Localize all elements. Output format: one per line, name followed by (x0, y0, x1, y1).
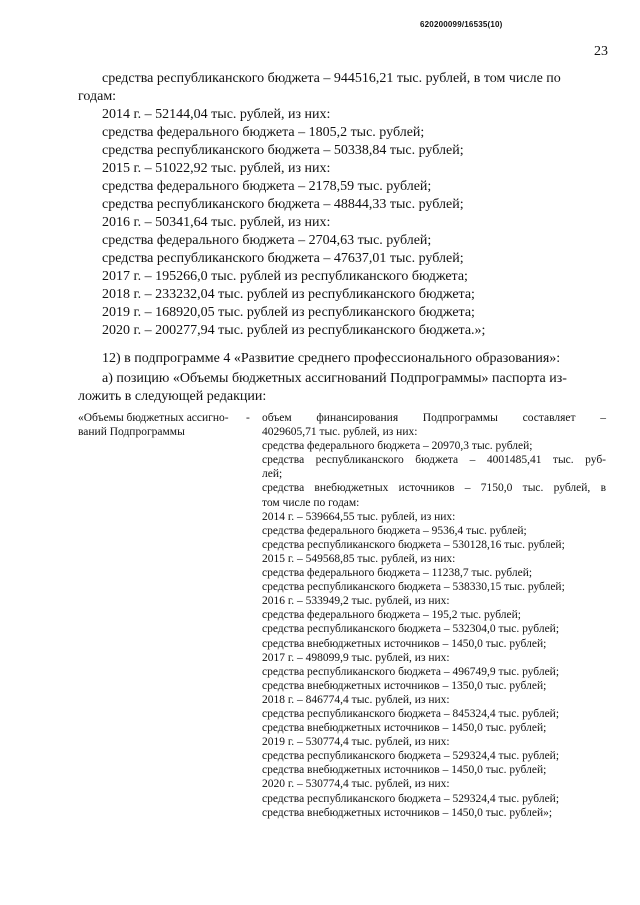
intro-year-line: 2018 г. – 233232,04 тыс. рублей из республиканского бюджета; (102, 287, 475, 302)
section-12 (78, 350, 608, 406)
table-content-line: средства внебюджетных источников – 1450,0 тыс. рублей; (262, 637, 547, 650)
page-number: 23 (594, 44, 608, 59)
table-left-label-line: ваний Подпрограммы (78, 426, 185, 438)
table-left-label-line: «Объемы бюджетных ассигно- (78, 412, 229, 424)
intro-year-line: средства федерального бюджета – 1805,2 тыс. рублей; (102, 125, 425, 140)
intro-year-line: 2016 г. – 50341,64 тыс. рублей, из них: (102, 215, 331, 230)
intro-year-line: 2015 г. – 51022,92 тыс. рублей, из них: (102, 161, 331, 176)
table-content-line: средства внебюджетных источников – 1450,0 тыс. рублей»; (262, 806, 553, 819)
table-content-line: средства федерального бюджета – 20970,3 тыс. рублей; (262, 440, 533, 453)
table-content-line: 2020 г. – 530774,4 тыс. рублей, из них: (262, 778, 450, 791)
document-code: 620200099/16535(10) (420, 20, 503, 29)
table-content-line: средства республиканского бюджета – 4001485,41 тыс. руб- (262, 454, 606, 467)
table-content-line: средства республиканского бюджета – 529324,4 тыс. рублей; (262, 750, 560, 763)
table-content-line: 2016 г. – 533949,2 тыс. рублей, из них: (262, 595, 450, 608)
intro-year-line: средства республиканского бюджета – 48844,33 тыс. рублей; (102, 197, 464, 212)
table-content-line: 2017 г. – 498099,9 тыс. рублей, из них: (262, 651, 450, 664)
table-content-line: средства республиканского бюджета – 845324,4 тыс. рублей; (262, 707, 560, 720)
table-content-line: лей; (262, 468, 283, 481)
intro-year-line: средства республиканского бюджета – 47637,01 тыс. рублей; (102, 251, 464, 266)
table-content-line: средства внебюджетных источников – 7150,0 тыс. рублей, в (262, 482, 606, 495)
intro-year-line: средства республиканского бюджета – 50338,84 тыс. рублей; (102, 143, 464, 158)
table-content-line: средства федерального бюджета – 9536,4 тыс. рублей; (262, 524, 527, 537)
table-content-line: 2015 г. – 549568,85 тыс. рублей, из них: (262, 552, 456, 565)
table-content-line: средства федерального бюджета – 195,2 тыс. рублей; (262, 609, 521, 622)
section-12-item-a-cont: ложить в следующей редакции: (78, 389, 267, 404)
table-content-line: средства республиканского бюджета – 530128,16 тыс. рублей; (262, 538, 565, 551)
intro-year-line: 2014 г. – 52144,04 тыс. рублей, из них: (102, 107, 331, 122)
table-content-line: 2014 г. – 539664,55 тыс. рублей, из них: (262, 510, 456, 523)
table-content-line: 2018 г. – 846774,4 тыс. рублей, из них: (262, 693, 450, 706)
intro-year-line: средства федерального бюджета – 2178,59 тыс. рублей; (102, 179, 432, 194)
intro-paragraph (78, 70, 608, 340)
table-dash: - (246, 412, 250, 424)
table-content-line: объем финансирования Подпрограммы составляет – (262, 412, 606, 424)
table-content-line: средства внебюджетных источников – 1450,0 тыс. рублей; (262, 722, 547, 735)
intro-line: годам: (78, 89, 117, 104)
table-content-line: средства внебюджетных источников – 1450,0 тыс. рублей; (262, 764, 547, 777)
intro-years-list (78, 106, 608, 340)
table-content-line: средства внебюджетных источников – 1350,0 тыс. рублей; (262, 679, 547, 692)
intro-year-line: 2020 г. – 200277,94 тыс. рублей из республиканского бюджета.»; (102, 323, 486, 338)
table-content-line: средства республиканского бюджета – 496749,9 тыс. рублей; (262, 665, 560, 678)
table-content-line: средства республиканского бюджета – 529324,4 тыс. рублей; (262, 792, 560, 805)
section-12-item-a: а) позицию «Объемы бюджетных ассигнований Подпрограммы» паспорта из- (102, 371, 567, 386)
intro-year-line: 2017 г. – 195266,0 тыс. рублей из республиканского бюджета; (102, 269, 468, 284)
section-12-heading: 12) в подпрограмме 4 «Развитие среднего профессионального образования»: (102, 351, 561, 366)
table-content-line: средства республиканского бюджета – 532304,0 тыс. рублей; (262, 623, 560, 636)
table-right-content (262, 411, 606, 820)
table-content-line: 2019 г. – 530774,4 тыс. рублей, из них: (262, 736, 450, 749)
intro-line: средства республиканского бюджета – 944516,21 тыс. рублей, в том числе по (102, 71, 561, 86)
intro-year-line: 2019 г. – 168920,05 тыс. рублей из республиканского бюджета; (102, 305, 475, 320)
table-content-line: средства федерального бюджета – 11238,7 тыс. рублей; (262, 567, 533, 580)
table-left-label (78, 411, 248, 439)
table-content-line: 4029605,71 тыс. рублей, из них: (262, 426, 418, 439)
table-content-line: средства республиканского бюджета – 538330,15 тыс. рублей; (262, 581, 565, 594)
table-content-line: том числе по годам: (262, 496, 360, 509)
intro-year-line: средства федерального бюджета – 2704,63 тыс. рублей; (102, 233, 432, 248)
